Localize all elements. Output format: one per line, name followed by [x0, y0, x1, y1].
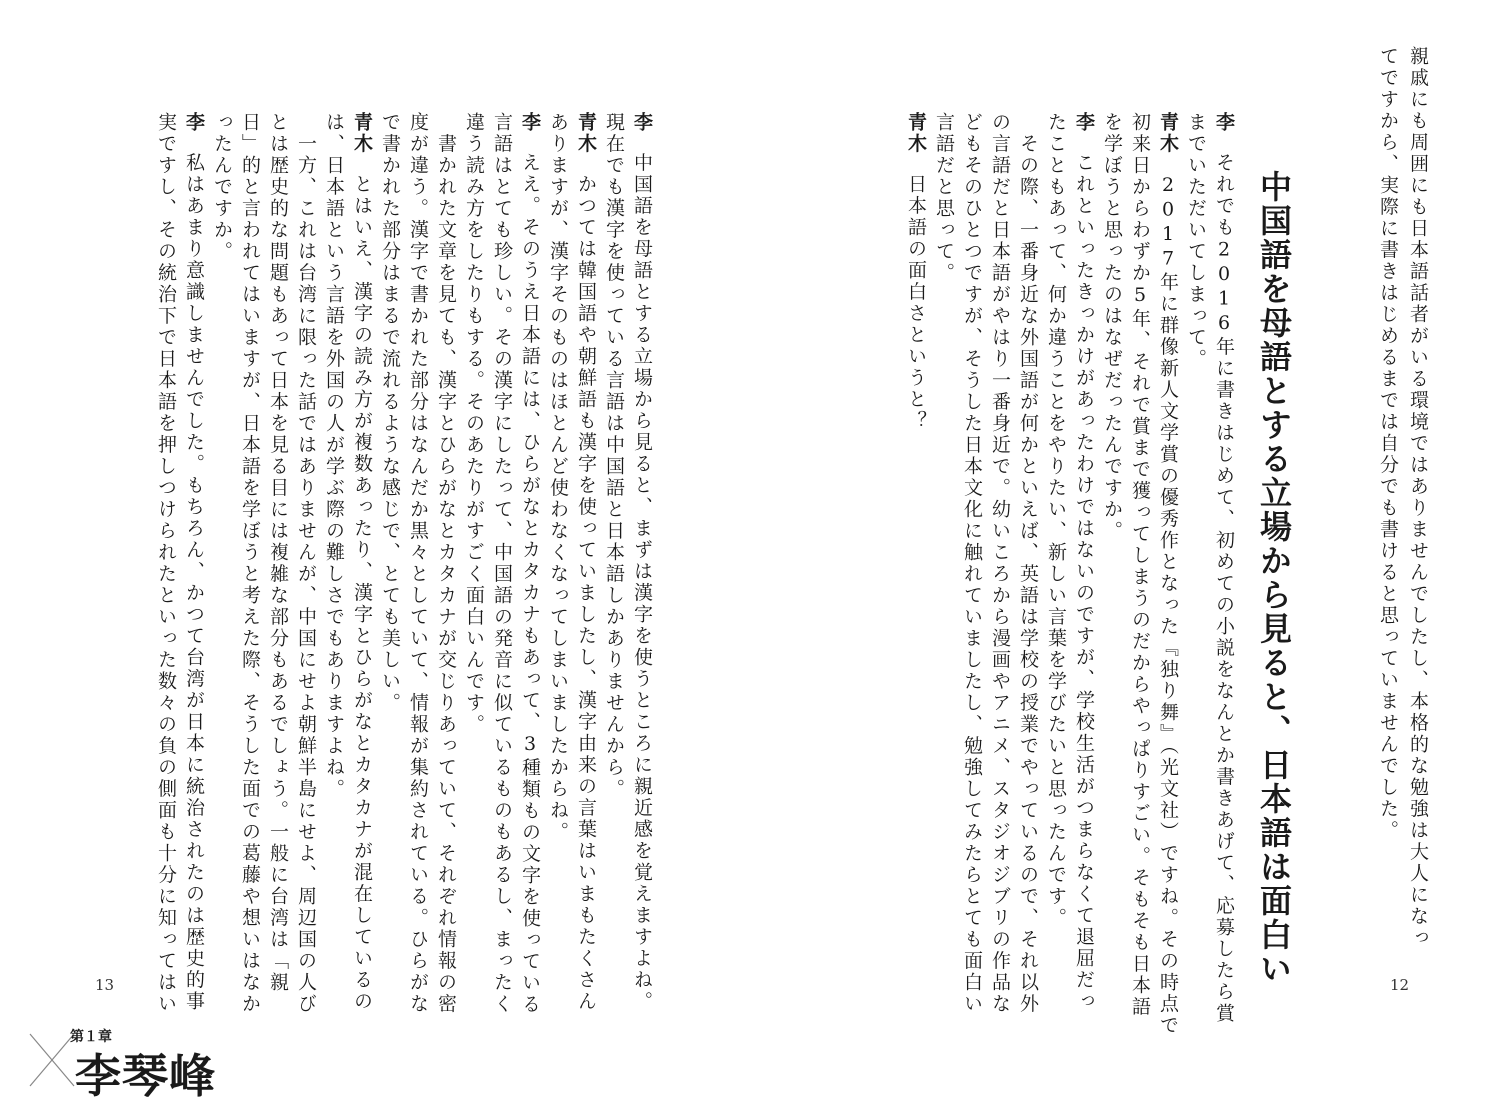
- section-heading: 中国語を母語とする立場から見ると、日本語は面白い: [1255, 170, 1293, 986]
- speaker-label: 青木: [905, 112, 927, 155]
- body-line: [989, 112, 1011, 1015]
- line-text: 一方、これは台湾に限った話ではありませんが、中国にせよ朝鮮半島にせよ、周辺国の人び: [295, 112, 317, 1015]
- body-line: [183, 112, 205, 1013]
- line-text: それでも2016年に書きはじめて、初めての小説をなんとか書きあげて、応募したら賞: [1213, 152, 1235, 1025]
- line-text: 中国語を母語とする立場から見ると、まずは漢字を使うところに親近感を覚えますよね。: [631, 152, 653, 1013]
- line-text: これといったきっかけがあったわけではないのですが、学校生活がつまらなくて退屈だっ: [1073, 152, 1095, 1013]
- body-line: [464, 112, 483, 972]
- line-text: 書かれた文章を見ても、漢字とひらがなとカタカナが交じりあっていて、それぞれ情報の密: [435, 112, 457, 1015]
- line-text: で書かれた部分はまるで流れるような感じで、とても美しい。: [379, 112, 401, 714]
- speaker-label: 青木: [1157, 112, 1179, 155]
- line-text: の言語だと日本語がやはり一番身近で。幼いころから漫画やアニメ、スタジオジブリの作品な: [989, 112, 1011, 1015]
- body-line: [961, 112, 983, 1015]
- line-text: たこともあって、何か違うことをやりたい、新しい言葉を学びたいと思ったんです。: [1045, 112, 1067, 929]
- speaker-label: 李: [183, 112, 205, 134]
- body-line: [934, 112, 953, 972]
- line-text: 親戚にも周囲にも日本語話者がいる環境ではありませんでしたし、本格的な勉強は大人になっ: [1407, 46, 1429, 949]
- chapter-label: 第１章: [70, 1029, 112, 1045]
- line-text: ありますが、漢字そのものはほとんど使わなくなってしまいましたからね。: [547, 112, 569, 843]
- body-line: [1102, 112, 1121, 972]
- speaker-label: 青木: [351, 112, 373, 155]
- line-text: 現在でも漢字を使っている言語は中国語と日本語しかありませんから。: [603, 112, 625, 800]
- line-text: てですから、実際に書きはじめるまでは自分でも書けると思っていませんでした。: [1377, 46, 1399, 842]
- body-line: [351, 112, 373, 1013]
- body-line: [1378, 46, 1397, 906]
- body-line: [324, 112, 343, 972]
- line-text: 初来日からわずか5年、それで賞まで獲ってしまうのだからやっぱりすごい。そもそも日本語: [1129, 112, 1151, 1018]
- body-line: [631, 112, 653, 1013]
- body-line: [548, 112, 567, 972]
- line-text: までいただいてしまって。: [1185, 112, 1207, 370]
- body-line: [491, 112, 513, 1015]
- cross-mark-icon: [28, 1032, 76, 1088]
- body-line: [1017, 112, 1039, 1015]
- body-line: [295, 112, 317, 1015]
- page-number: 13: [95, 976, 115, 994]
- line-text: ええ。そのうえ日本語には、ひらがなとカタカナもあって、3種類もの文字を使っている: [519, 152, 541, 1016]
- body-line: [1186, 112, 1205, 972]
- body-line: [435, 112, 457, 1015]
- line-text: 言語だと思って。: [933, 112, 955, 284]
- body-line: [604, 112, 623, 972]
- body-line: [575, 112, 597, 1013]
- line-text: を学ぼうと思ったのはなぜだったんですか。: [1101, 112, 1123, 542]
- body-line: [212, 112, 231, 972]
- speaker-label: 青木: [575, 112, 597, 155]
- speaker-label: 李: [1213, 112, 1235, 134]
- body-line: [1213, 112, 1235, 1025]
- line-text: どもそのひとつですが、そうした日本文化に触れていましたし、勉強してみたらとても面白い: [961, 112, 983, 1015]
- body-line: [1129, 112, 1151, 1018]
- chapter-name: 李琴峰: [75, 1049, 216, 1103]
- body-line: [1407, 46, 1429, 949]
- line-text: ったんですか。: [211, 112, 233, 263]
- line-text: 2017年に群像新人文学賞の優秀作となった『独り舞』（光文社）ですね。その時点で: [1157, 174, 1179, 1037]
- body-line: [239, 112, 261, 1015]
- line-text: 私はあまり意識しませんでした。もちろん、かつて台湾が日本に統治されたのは歴史的事: [183, 152, 205, 1013]
- line-text: その際、一番身近な外国語が何かといえば、英語は学校の授業でやっているので、それ以外: [1017, 112, 1039, 1015]
- body-line: [906, 112, 925, 972]
- body-line: [155, 112, 177, 1015]
- body-line: [519, 112, 541, 1016]
- line-text: とはいえ、漢字の読み方が複数あったり、漢字とひらがなとカタカナが混在しているの: [351, 174, 373, 1013]
- line-text: 実ですし、その統治下で日本語を押しつけられたといった数々の負の側面も十分に知ってはい: [155, 112, 177, 1015]
- body-line: [1073, 112, 1095, 1013]
- body-line: [1046, 112, 1065, 972]
- speaker-label: 李: [519, 112, 541, 134]
- line-text: 違う読み方をしたりもする。そのあたりがすごく面白いんです。: [463, 112, 485, 736]
- line-text: とは歴史的な問題もあって日本を見る目には複雑な部分もあるでしょう。一般に台湾は「親: [267, 112, 289, 994]
- line-text: 言語はとても珍しい。その漢字にしたって、中国語の発音に似ているものもあるし、まったく: [491, 112, 513, 1015]
- body-line: [1157, 112, 1179, 1037]
- line-text: かつては韓国語や朝鮮語も漢字を使っていましたし、漢字由来の言葉はいまもたくさん: [575, 174, 597, 1013]
- body-line: [407, 112, 429, 1015]
- body-line: [380, 112, 399, 972]
- page-number: 12: [1390, 976, 1410, 994]
- speaker-label: 李: [631, 112, 653, 134]
- line-text: 日」的と言われてはいますが、日本語を学ぼうと考えた際、そうした面での葛藤や想いはなか: [239, 112, 261, 1015]
- body-line: [267, 112, 289, 994]
- speaker-label: 李: [1073, 112, 1095, 134]
- line-text: 度が違う。漢字で書かれた部分はなんだか黒々としていて、情報が集約されている。ひらがな: [407, 112, 429, 1015]
- line-text: は、日本語という言語を外国の人が学ぶ際の難しさでもありますよね。: [323, 112, 345, 800]
- line-text: 日本語の面白さというと？: [905, 174, 927, 432]
